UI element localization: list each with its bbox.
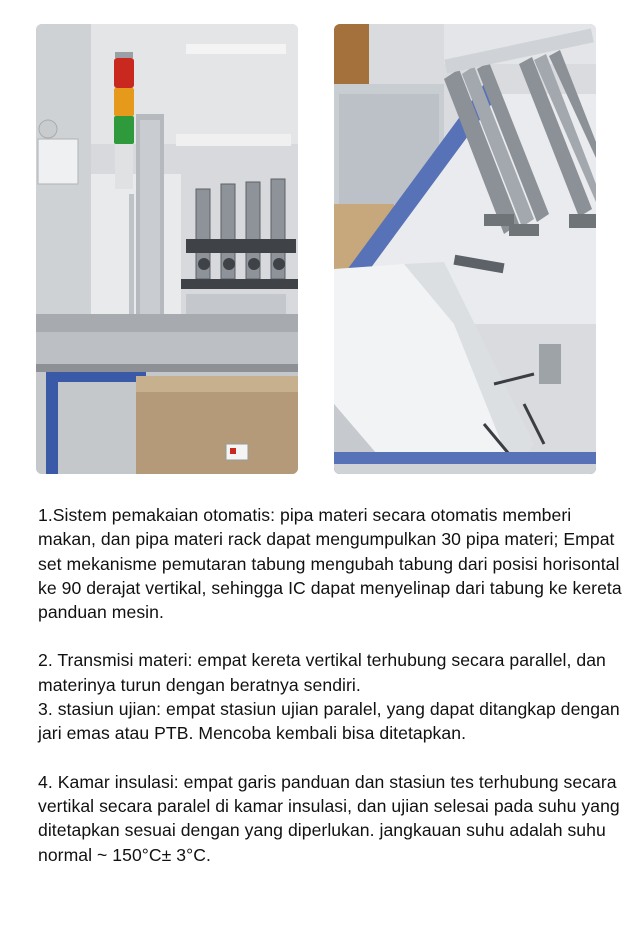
paragraph-spacer	[38, 746, 623, 770]
feature-paragraph-material-transmission: 2. Transmisi materi: empat kereta vertikal terhubung secara parallel, dan materinya turun dengan beratnya sendiri.	[38, 650, 606, 695]
machine-photo-right	[334, 24, 596, 474]
feature-paragraph-insulation-chamber: 4. Kamar insulasi: empat garis panduan dan stasiun tes terhubung secara vertikal secara paralel di kamar insulasi, dan ujian selesai pada suhu yang ditetapkan sesuai dengan yang diperlukan. jangkauan suhu adalah suhu normal ~ 150°C± 3°C.	[38, 771, 620, 865]
ic-handler-machine-tower-light-photo	[36, 24, 298, 474]
tube-feeder-rack-photo	[334, 24, 596, 474]
machine-photo-left	[36, 24, 298, 474]
feature-paragraph-automatic-feeding: 1.Sistem pemakaian otomatis: pipa materi secara otomatis memberi makan, dan pipa materi rack dapat mengumpulkan 30 pipa materi; Empat set mekanisme pemutaran tabung mengubah tabung dari posisi horisontal ke 90 derajat vertikal, sehingga IC dapat menyelinap dari tabung ke kereta panduan mesin.	[38, 505, 622, 623]
feature-paragraph-test-station: 3. stasiun ujian: empat stasiun ujian paralel, yang dapat ditangkap dengan jari emas atau PTB. Mencoba kembali bisa ditetapkan.	[38, 699, 620, 744]
description-text	[38, 503, 623, 867]
paragraph-spacer	[38, 624, 623, 648]
